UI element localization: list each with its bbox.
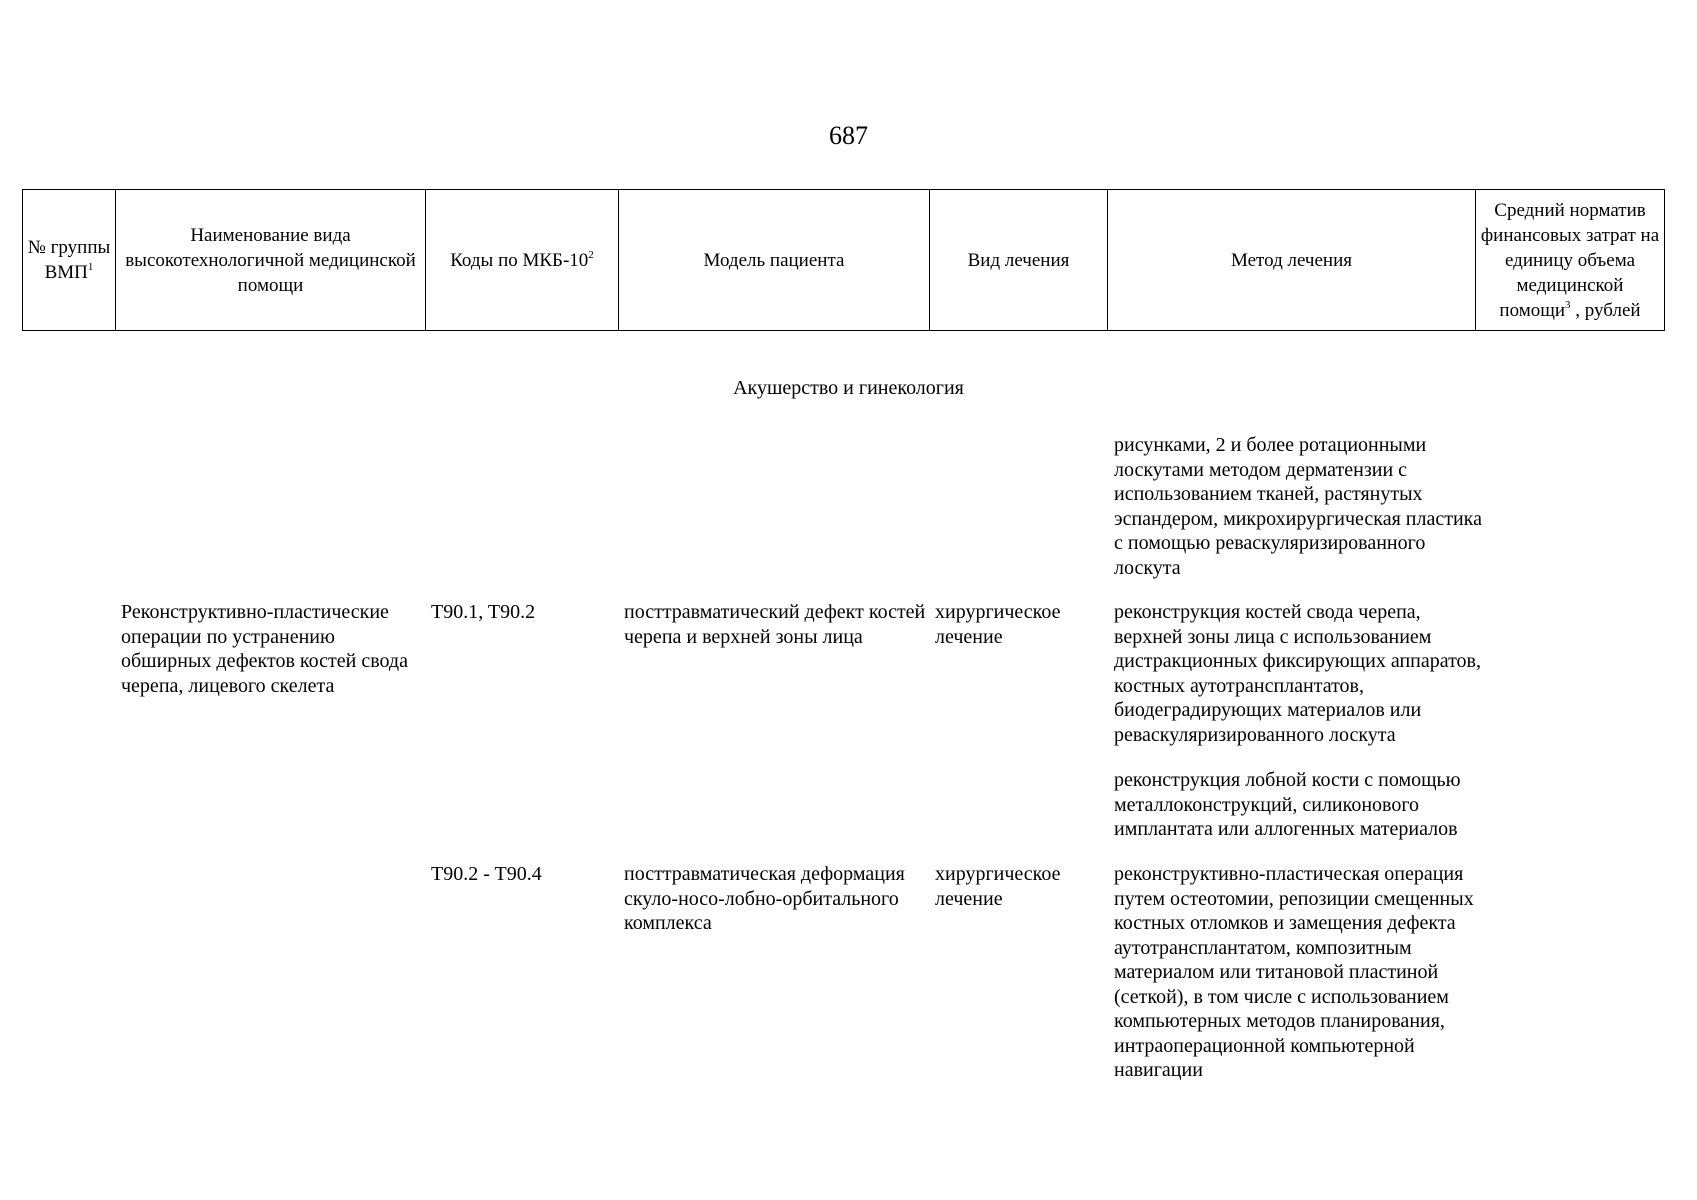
- method-cell: реконструкция костей свода черепа, верхней зоны лица с использованием дистракционных фиксирующих аппаратов, костных аутотрансплантатов, биодеградирующих материалов или реваскуляризированного лоскута: [1114, 601, 1482, 746]
- method-cell: реконструктивно-пластическая операция путем остеотомии, репозиции смещенных костных отломков и замещения дефекта аутотрансплантатом, композитным материалом или титановой пластиной (сеткой), в том числе с использованием компьютерных методов планирования, интраоперационной компьютерной навигации: [1114, 863, 1474, 1081]
- table-header: [22, 189, 1665, 331]
- header-icd-codes: Коды по МКБ-$10^2$: [426, 190, 619, 331]
- page-number: 687: [829, 121, 868, 150]
- method-cell: реконструкция лобной кости с помощью металлоконструкций, силиконового имплантата или аллогенных материалов: [1114, 769, 1461, 840]
- header-patient-model: Модель пациента: [619, 190, 930, 331]
- treatment-type-cell: хирургическое лечение: [935, 863, 1061, 910]
- patient-model-cell: посттравматический дефект костей черепа и верхней зоны лица: [624, 601, 926, 648]
- icd-codes-cell: T90.2 - T90.4: [431, 863, 542, 885]
- header-care-name: Наименование вида высокотехнологичной медицинской помощи: [116, 190, 426, 331]
- header-treatment-type: Вид лечения: [930, 190, 1108, 331]
- section-title: Акушерство и гинекология: [733, 377, 964, 399]
- header-group-number: № группы ВМП$^1$: [23, 190, 116, 331]
- patient-model-cell: посттравматическая деформация скуло-носо-лобно-орбитального комплекса: [624, 863, 905, 934]
- icd-codes-cell: T90.1, T90.2: [431, 601, 536, 623]
- header-treatment-method: Метод лечения: [1108, 190, 1476, 331]
- header-cost-standard: Средний норматив финансовых затрат на единицу объема медицинской помощи$^3$ , рублей: [1476, 190, 1665, 331]
- treatment-type-cell: хирургическое лечение: [935, 601, 1061, 648]
- method-cell: рисунками, 2 и более ротационными лоскутами методом дерматензии с использованием тканей, растянутых эспандером, микрохирургическая пластика с помощью реваскуляризированного лоскута: [1114, 434, 1482, 579]
- care-name-cell: Реконструктивно-пластические операции по устранению обширных дефектов костей свода черепа, лицевого скелета: [121, 601, 408, 697]
